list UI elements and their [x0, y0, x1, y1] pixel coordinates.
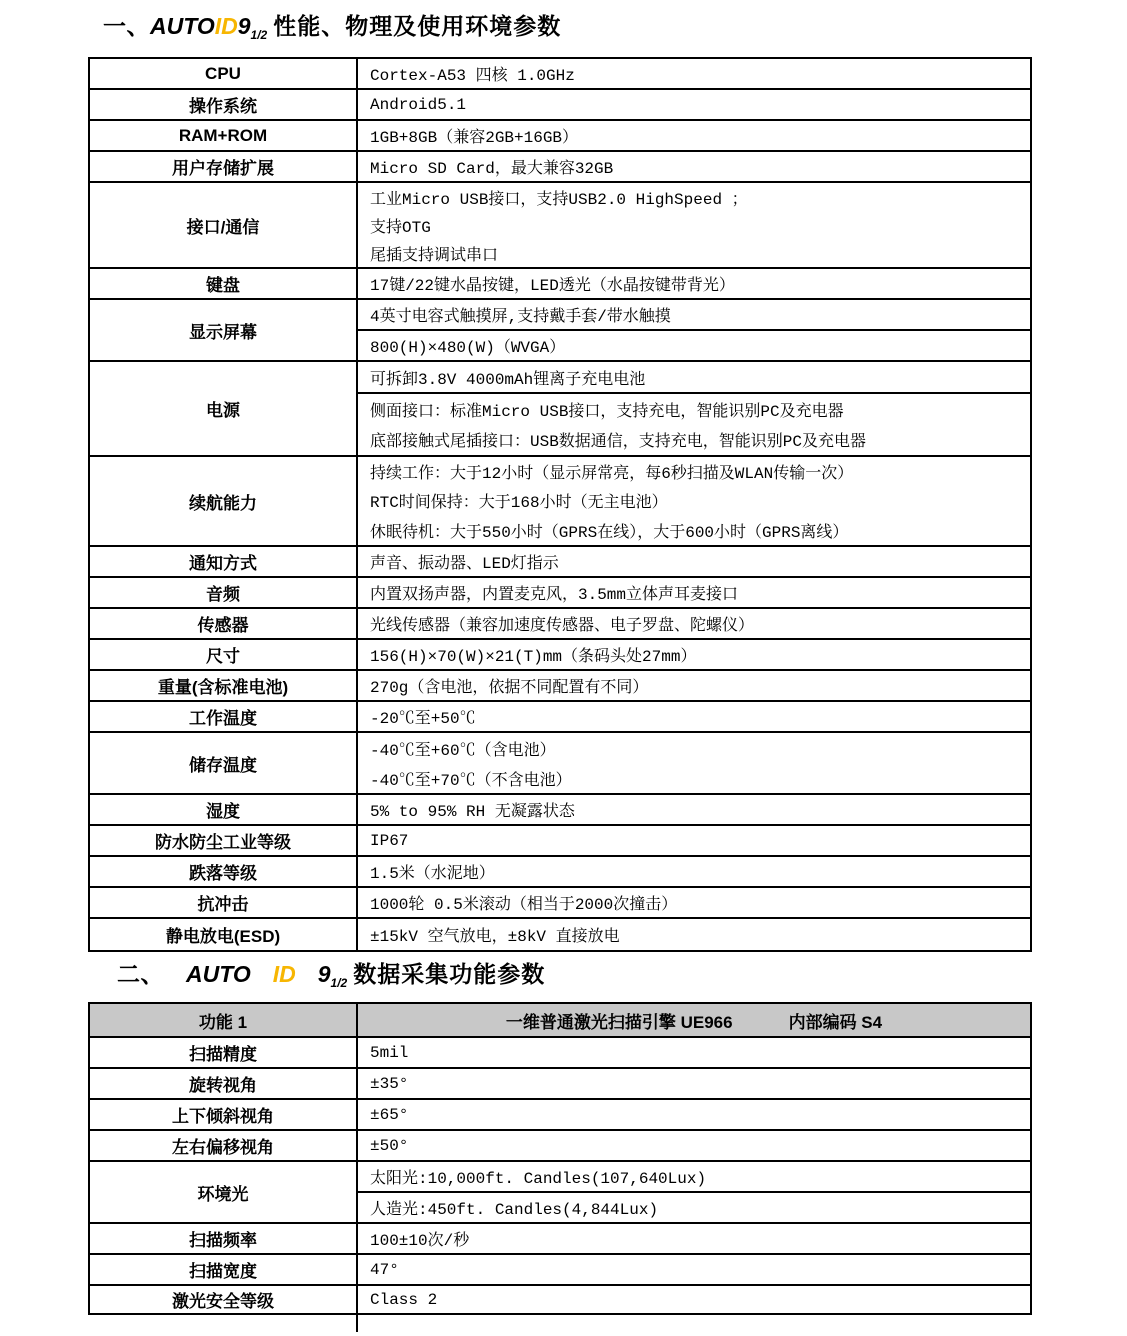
table-row-power	[90, 362, 1030, 457]
table-row-notification	[90, 547, 1030, 578]
section2-title-text: 数据采集功能参数	[353, 961, 546, 987]
row-value-line: 太阳光:10,000ft. Candles(107,640Lux)	[358, 1162, 1030, 1193]
spec-table-performance	[88, 57, 1032, 952]
row-label: 扫描频率	[90, 1224, 358, 1253]
brand-name-accent: ID	[214, 13, 238, 39]
row-value: IP67	[370, 831, 409, 850]
table-row-interface-comm	[90, 183, 1030, 269]
row-value: 156(H)×70(W)×21(T)mm（条码头处27mm）	[370, 648, 697, 666]
row-label: 接口/通信	[90, 183, 358, 267]
row-value: 17键/22键水晶按键，LED透光（水晶按键带背光）	[370, 277, 735, 295]
brand-name-black: AUTO	[150, 13, 215, 39]
row-label: 扫描宽度	[90, 1255, 358, 1284]
row-label: 上下倾斜视角	[90, 1100, 358, 1129]
table-row-skew-angle	[90, 1131, 1030, 1162]
row-label: 旋转视角	[90, 1069, 358, 1098]
row-value: 1.5米（水泥地）	[370, 865, 495, 883]
row-label: 左右偏移视角	[90, 1131, 358, 1160]
spec-table-scanner	[88, 1002, 1032, 1315]
row-value: 47°	[370, 1260, 399, 1279]
table-row-drop-rating	[90, 857, 1030, 888]
row-value-line: 休眠待机：大于550小时（GPRS在线），大于600小时（GPRS离线）	[370, 523, 849, 542]
table-row-laser-class	[90, 1286, 1030, 1313]
row-label: 重量(含标准电池)	[90, 671, 358, 700]
row-label: RAM+ROM	[90, 121, 358, 150]
row-label: 抗冲击	[90, 888, 358, 917]
brand-subscript: 1/2	[330, 976, 348, 990]
row-label: 工作温度	[90, 702, 358, 731]
table-row-ip-rating	[90, 826, 1030, 857]
table-row-pitch-angle	[90, 1100, 1030, 1131]
section1-title-text: 性能、物理及使用环境参数	[273, 13, 562, 39]
row-value-line: 底部接触式尾插接口：USB数据通信，支持充电，智能识别PC及充电器	[370, 433, 867, 452]
table-row-storage-temp	[90, 733, 1030, 795]
table-row-ram-rom	[90, 121, 1030, 152]
row-value: 5% to 95% RH 无凝露状态	[370, 803, 575, 821]
table-row-scan-rate	[90, 1224, 1030, 1255]
header-engine: 一维普通激光扫描引擎 UE966	[505, 1012, 733, 1032]
brand-name-accent: ID	[272, 961, 296, 987]
table-row-display	[90, 300, 1030, 362]
table-row-cpu	[90, 59, 1030, 90]
brand-name-black: AUTO	[186, 961, 251, 987]
section1-number: 一、	[103, 13, 150, 39]
row-value: 100±10次/秒	[370, 1232, 470, 1250]
table-row-esd	[90, 919, 1030, 950]
row-label: CPU	[90, 59, 358, 88]
row-value: 1000轮 0.5米滚动（相当于2000次撞击）	[370, 896, 678, 914]
table-row-ambient-light	[90, 1162, 1030, 1224]
row-value: ±15kV 空气放电，±8kV 直接放电	[370, 928, 620, 946]
table-row-keypad	[90, 269, 1030, 300]
table-row-storage-expansion	[90, 152, 1030, 183]
row-value: Cortex-A53 四核 1.0GHz	[370, 67, 575, 85]
row-label: 扫描精度	[90, 1038, 358, 1067]
row-label: 静电放电(ESD)	[90, 919, 358, 950]
brand-model-number: 9	[317, 961, 331, 987]
row-value: ±35°	[370, 1074, 409, 1093]
row-label: 尺寸	[90, 640, 358, 669]
row-label: 储存温度	[90, 733, 358, 793]
table-row-os	[90, 90, 1030, 121]
row-label: 激光安全等级	[90, 1286, 358, 1313]
row-value-line: 侧面接口：标准Micro USB接口，支持充电，智能识别PC及充电器	[370, 403, 844, 421]
row-label: 电源	[90, 362, 358, 455]
row-label: 用户存储扩展	[90, 152, 358, 181]
row-label: 续航能力	[90, 457, 358, 545]
row-value: Micro SD Card，最大兼容32GB	[370, 160, 614, 178]
table-row-sensors	[90, 609, 1030, 640]
row-value: 声音、振动器、LED灯指示	[370, 555, 559, 573]
section2-number: 二、	[117, 961, 164, 987]
row-value: ±50°	[370, 1136, 409, 1155]
row-value: 1GB+8GB（兼容2GB+16GB）	[370, 129, 579, 147]
row-value-line: 4英寸电容式触摸屏,支持戴手套/带水触摸	[358, 300, 1030, 331]
table-row-rotation-angle	[90, 1069, 1030, 1100]
row-value-line: 人造光:450ft. Candles(4,844Lux)	[370, 1201, 659, 1219]
row-value: Android5.1	[370, 95, 467, 114]
section2-heading	[117, 956, 545, 990]
row-value-line: 支持OTG	[370, 218, 431, 237]
row-label: 湿度	[90, 795, 358, 824]
row-value: Class 2	[370, 1290, 438, 1309]
brand-model-number: 9	[237, 13, 251, 39]
table-row-battery-life	[90, 457, 1030, 547]
row-label: 跌落等级	[90, 857, 358, 886]
header-label: 功能 1	[90, 1004, 358, 1036]
table-row-scan-width	[90, 1255, 1030, 1286]
row-value: 270g（含电池，依据不同配置有不同）	[370, 679, 649, 697]
section1-heading	[103, 8, 561, 42]
row-value-line: 工业Micro USB接口，支持USB2.0 HighSpeed ；	[370, 190, 748, 209]
row-value-line: 800(H)×480(W)（WVGA）	[370, 339, 566, 357]
row-label: 防水防尘工业等级	[90, 826, 358, 855]
row-label: 操作系统	[90, 90, 358, 119]
row-value-line: 尾插支持调试串口	[370, 246, 499, 265]
table-row-tumble	[90, 888, 1030, 919]
row-value-line: 持续工作：大于12小时（显示屏常亮，每6秒扫描及WLAN传输一次）	[370, 465, 854, 484]
row-label: 环境光	[90, 1162, 358, 1222]
row-label: 显示屏幕	[90, 300, 358, 360]
row-value: 5mil	[370, 1043, 409, 1062]
row-value-line: -40℃至+60℃（含电池）	[370, 741, 556, 760]
column-divider-continuation	[356, 1311, 358, 1332]
table-row-scan-precision	[90, 1038, 1030, 1069]
row-value: ±65°	[370, 1105, 409, 1124]
header-code: 内部编码 S4	[788, 1012, 883, 1032]
row-value: -20℃至+50℃	[370, 710, 476, 728]
row-label: 音频	[90, 578, 358, 607]
table-row-audio	[90, 578, 1030, 609]
row-label: 传感器	[90, 609, 358, 638]
row-label: 通知方式	[90, 547, 358, 576]
table-row-humidity	[90, 795, 1030, 826]
table-row-weight	[90, 671, 1030, 702]
table-row-operating-temp	[90, 702, 1030, 733]
table-header-row	[90, 1004, 1030, 1038]
row-value: 光线传感器（兼容加速度传感器、电子罗盘、陀螺仪）	[370, 617, 755, 635]
row-label: 键盘	[90, 269, 358, 298]
row-value-line: RTC时间保持：大于168小时（无主电池）	[370, 494, 668, 513]
table-row-dimensions	[90, 640, 1030, 671]
row-value-line: 可拆卸3.8V 4000mAh锂离子充电电池	[358, 362, 1030, 394]
brand-subscript: 1/2	[250, 28, 268, 42]
row-value-line: -40℃至+70℃（不含电池）	[370, 771, 572, 790]
row-value: 内置双扬声器，内置麦克风，3.5mm立体声耳麦接口	[370, 586, 739, 604]
